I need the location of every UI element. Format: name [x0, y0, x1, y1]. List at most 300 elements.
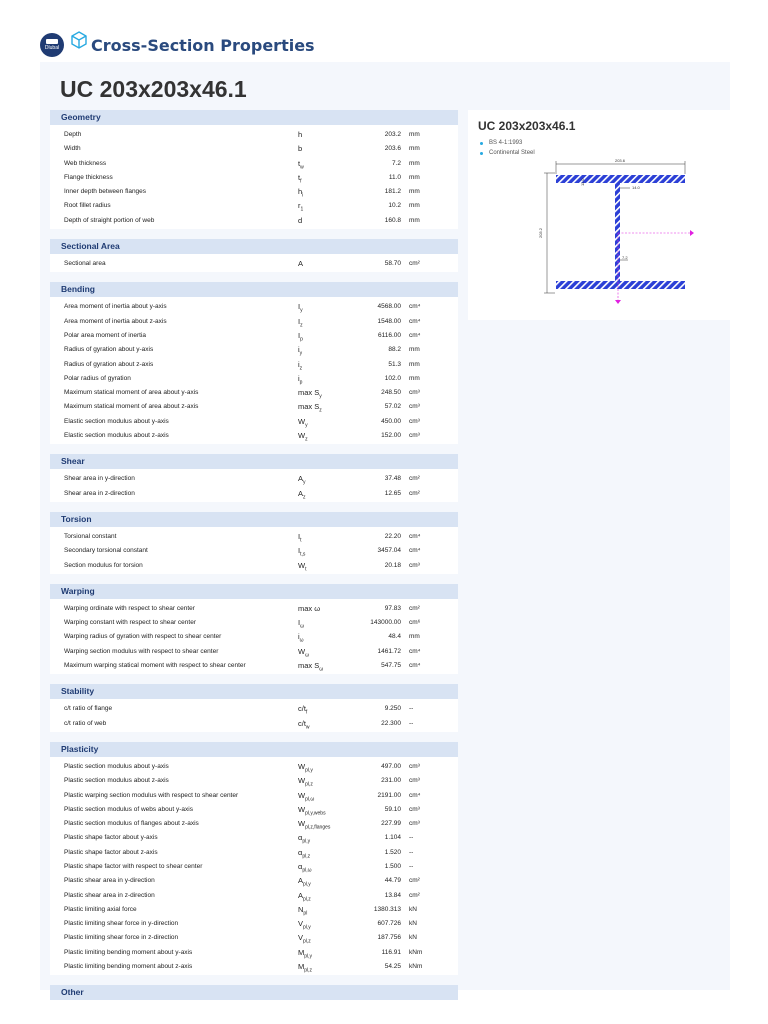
property-value: 6116.00 — [377, 331, 401, 339]
property-unit: mm — [409, 131, 420, 138]
table-row — [50, 386, 458, 400]
symbol-base: α — [298, 833, 303, 843]
property-symbol — [298, 659, 323, 677]
property-unit: kNm — [409, 963, 423, 971]
dim-web: 7.2 — [622, 255, 628, 260]
property-value: 88.2 — [388, 346, 401, 354]
tag-label: Continental Steel — [489, 150, 535, 156]
table-row — [50, 803, 458, 817]
property-value: 116.91 — [381, 948, 401, 956]
symbol-subscript: ω — [299, 637, 304, 644]
symbol-base: r — [298, 201, 301, 211]
symbol-subscript: w — [305, 724, 310, 731]
section-header: Shear — [50, 454, 458, 469]
property-value: 11.0 — [388, 173, 401, 181]
property-unit: kN — [409, 905, 417, 913]
property-description: Plastic limiting shear force in y-direction — [64, 920, 179, 928]
property-symbol — [298, 717, 310, 735]
table-row — [50, 415, 458, 429]
section-rows — [50, 527, 458, 574]
property-symbol — [298, 559, 306, 577]
property-unit: mm — [409, 633, 420, 641]
cross-section-drawing — [468, 110, 730, 320]
symbol-base: α — [298, 847, 303, 857]
property-unit: cm² — [409, 260, 420, 268]
table-row — [50, 157, 458, 171]
symbol-base: M — [298, 947, 305, 957]
property-value: 497.00 — [381, 762, 401, 770]
table-row — [50, 472, 458, 486]
symbol-subscript: y — [303, 479, 306, 486]
symbol-subscript: t — [300, 537, 302, 544]
property-description: Plastic section modulus of webs about y-axis — [64, 805, 193, 813]
table-row — [50, 760, 458, 774]
table-row — [50, 343, 458, 357]
symbol-subscript: z — [299, 365, 303, 372]
property-unit: cm⁴ — [409, 547, 421, 555]
property-description: Plastic limiting bending moment about y-axis — [64, 948, 193, 956]
property-description: Flange thickness — [64, 173, 113, 181]
dim-width: 203.6 — [614, 158, 626, 163]
table-row — [50, 946, 458, 960]
property-value: 227.99 — [381, 820, 401, 828]
property-value: 160.8 — [384, 216, 401, 224]
property-value: 57.02 — [384, 403, 401, 411]
property-value: 44.79 — [384, 877, 401, 885]
symbol-base: I — [298, 546, 301, 556]
property-value: 450.00 — [381, 417, 401, 425]
symbol-subscript: pl,y,webs — [305, 810, 326, 817]
property-description: c/t ratio of web — [64, 719, 107, 727]
property-description: Maximum statical moment of area about y-axis — [64, 389, 199, 397]
symbol-subscript: w — [300, 164, 304, 171]
symbol-base: I — [298, 302, 301, 312]
symbol-base: A — [298, 876, 304, 886]
property-description: Plastic section modulus of flanges about z-axis — [64, 820, 199, 828]
table-row — [50, 831, 458, 845]
property-symbol — [298, 257, 303, 275]
table-row — [50, 185, 458, 199]
property-description: Section modulus for torsion — [64, 561, 143, 569]
symbol-base: W — [298, 416, 306, 426]
properties-table — [50, 110, 458, 1000]
section-header: Plasticity — [50, 742, 458, 757]
dim-depth: 203.2 — [538, 227, 543, 239]
symbol-subscript: ω — [305, 652, 309, 659]
symbol-base: W — [298, 761, 306, 771]
app-title: Cross-Section Properties — [91, 36, 315, 55]
symbol-base: I — [298, 531, 301, 541]
property-value: 1461.72 — [377, 647, 401, 655]
table-row — [50, 487, 458, 501]
symbol-base: A — [298, 890, 304, 900]
property-unit: mm — [409, 188, 420, 196]
property-description: Plastic shear area in z-direction — [64, 891, 155, 899]
symbol-base: c/t — [298, 718, 306, 728]
symbol-subscript: f — [300, 178, 302, 185]
property-unit: mm — [409, 202, 420, 210]
symbol-base: A — [298, 488, 304, 498]
symbol-base: V — [298, 933, 304, 943]
property-unit: mm — [409, 159, 420, 167]
property-symbol — [298, 487, 306, 505]
tag-label: BS 4-1:1993 — [489, 140, 523, 146]
property-value: 203.2 — [384, 131, 401, 138]
symbol-base: W — [298, 431, 306, 441]
symbol-subscript: z — [300, 322, 303, 329]
section-rows — [50, 254, 458, 272]
symbol-base: max ω — [298, 603, 321, 613]
property-unit: kN — [409, 920, 417, 928]
property-value: 231.00 — [381, 777, 401, 785]
property-unit: cm³ — [409, 777, 420, 785]
property-description: Secondary torsional constant — [64, 547, 148, 555]
dlubal-logo — [40, 33, 64, 57]
property-unit: -- — [409, 862, 414, 870]
property-description: Plastic shear area in y-direction — [64, 877, 155, 885]
property-unit: mm — [409, 173, 420, 181]
property-value: 547.75 — [381, 662, 401, 670]
property-value: 152.00 — [381, 432, 401, 440]
symbol-subscript: pl,z — [304, 967, 313, 974]
symbol-base: h — [298, 187, 303, 197]
property-description: Radius of gyration about z-axis — [64, 360, 154, 368]
symbol-base: N — [298, 904, 304, 914]
property-value: 58.70 — [384, 260, 401, 268]
symbol-subscript: y — [305, 422, 308, 429]
symbol-subscript: pl,z — [303, 938, 311, 945]
property-description: Plastic warping section modulus with respect to shear center — [64, 791, 239, 799]
property-description: Radius of gyration about y-axis — [64, 346, 154, 354]
property-description: Depth — [64, 131, 82, 138]
property-description: Plastic limiting bending moment about z-axis — [64, 963, 193, 971]
symbol-subscript: pl,z — [305, 781, 313, 788]
section-header: Warping — [50, 584, 458, 599]
table-row — [50, 602, 458, 616]
section-gap — [50, 229, 458, 239]
property-unit: kN — [409, 934, 417, 942]
symbol-subscript: f — [305, 709, 308, 716]
property-unit: cm⁴ — [409, 532, 421, 540]
section-header: Geometry — [50, 110, 458, 125]
property-symbol — [298, 960, 312, 978]
symbol-base: V — [298, 919, 304, 929]
symbol-base: W — [298, 790, 306, 800]
table-row — [50, 315, 458, 329]
cube-icon — [70, 31, 88, 49]
property-description: c/t ratio of flange — [64, 705, 113, 713]
table-row — [50, 717, 458, 731]
property-unit: cm³ — [409, 403, 420, 411]
table-row — [50, 889, 458, 903]
table-row — [50, 199, 458, 213]
symbol-subscript: y — [299, 350, 303, 357]
table-row — [50, 544, 458, 558]
table-row — [50, 300, 458, 314]
property-description: Inner depth between flanges — [64, 188, 147, 196]
dim-web-top: 14.0 — [632, 185, 640, 190]
table-row — [50, 616, 458, 630]
section-gap — [50, 502, 458, 512]
dim-flange: 11.0 — [580, 178, 585, 186]
symbol-subscript: pl — [303, 910, 308, 917]
property-value: 1380.313 — [373, 905, 401, 913]
section-rows — [50, 699, 458, 732]
symbol-base: t — [298, 172, 301, 182]
table-row — [50, 874, 458, 888]
table-row — [50, 128, 458, 142]
symbol-base: W — [298, 646, 306, 656]
property-description: Elastic section modulus about z-axis — [64, 432, 169, 440]
table-row — [50, 846, 458, 860]
property-value: 37.48 — [384, 475, 401, 483]
symbol-base: c/t — [298, 704, 306, 714]
symbol-base: I — [298, 316, 301, 326]
property-description: Warping section modulus with respect to shear center — [64, 647, 219, 655]
property-value: 1.104 — [384, 834, 401, 842]
symbol-subscript: i — [302, 192, 304, 199]
top-bar — [0, 0, 768, 62]
property-description: Polar area moment of inertia — [64, 331, 147, 339]
symbol-base: A — [298, 474, 304, 484]
property-value: 10.2 — [388, 202, 401, 210]
property-value: 4568.00 — [377, 303, 401, 311]
property-unit: cm⁴ — [409, 791, 421, 799]
card-title: UC 203x203x46.1 — [478, 119, 576, 133]
property-unit: cm³ — [409, 820, 420, 828]
property-description: Plastic shape factor about z-axis — [64, 848, 158, 856]
property-description: Plastic limiting shear force in z-direction — [64, 934, 179, 942]
property-value: 20.18 — [384, 561, 401, 569]
symbol-subscript: 1 — [300, 206, 304, 213]
table-row — [50, 817, 458, 831]
symbol-base: max S — [298, 402, 320, 412]
symbol-subscript: p — [300, 336, 303, 343]
symbol-base: i — [298, 373, 300, 383]
property-unit: -- — [409, 834, 414, 842]
property-unit: cm² — [409, 604, 420, 612]
property-description: Polar radius of gyration — [64, 374, 131, 382]
section-rows — [50, 757, 458, 975]
property-value: 9.250 — [384, 705, 401, 713]
property-value: 12.65 — [384, 489, 401, 497]
table-row — [50, 659, 458, 673]
symbol-subscript: t — [305, 566, 307, 573]
symbol-base: α — [298, 861, 303, 871]
property-unit: cm³ — [409, 762, 420, 770]
table-row — [50, 142, 458, 156]
symbol-subscript: z — [305, 436, 308, 443]
property-unit: kNm — [409, 948, 423, 956]
symbol-base: d — [298, 215, 303, 225]
symbol-base: I — [298, 618, 301, 628]
table-row — [50, 931, 458, 945]
symbol-base: W — [298, 560, 306, 570]
property-description: Warping radius of gyration with respect to shear center — [64, 633, 222, 641]
table-row — [50, 645, 458, 659]
property-description: Plastic section modulus about z-axis — [64, 777, 169, 785]
property-unit: cm⁶ — [409, 619, 421, 627]
property-description: Torsional constant — [64, 532, 117, 540]
table-row — [50, 372, 458, 386]
property-value: 181.2 — [384, 188, 401, 196]
table-row — [50, 789, 458, 803]
symbol-subscript: pl,z,flanges — [305, 824, 331, 831]
section-rows — [50, 469, 458, 502]
property-value: 1.520 — [384, 848, 401, 856]
symbol-base: b — [298, 144, 303, 154]
symbol-base: i — [298, 345, 300, 355]
property-unit: mm — [409, 346, 420, 354]
property-unit: -- — [409, 705, 414, 713]
property-symbol — [298, 214, 302, 232]
symbol-base: t — [298, 158, 301, 168]
table-row — [50, 630, 458, 644]
property-value: 1548.00 — [377, 317, 401, 325]
section-header: Other — [50, 985, 458, 1000]
table-row — [50, 429, 458, 443]
symbol-base: M — [298, 962, 305, 972]
symbol-base: A — [298, 259, 304, 269]
property-description: Sectional area — [64, 260, 106, 268]
property-description: Plastic shape factor about y-axis — [64, 834, 158, 842]
section-gap — [50, 674, 458, 684]
table-row — [50, 917, 458, 931]
property-unit: cm³ — [409, 389, 420, 397]
section-gap — [50, 444, 458, 454]
section-header: Torsion — [50, 512, 458, 527]
symbol-base: W — [298, 819, 306, 829]
property-value: 54.25 — [384, 963, 401, 971]
property-unit: cm³ — [409, 805, 420, 813]
property-unit: -- — [409, 848, 414, 856]
property-description: Root fillet radius — [64, 202, 111, 210]
symbol-subscript: pl,ω — [302, 867, 312, 874]
symbol-subscript: z — [319, 407, 322, 414]
table-row — [50, 214, 458, 228]
symbol-subscript: ω — [300, 623, 304, 630]
property-description: Web thickness — [64, 159, 107, 167]
symbol-subscript: pl,y — [303, 881, 311, 888]
property-description: Warping constant with respect to shear center — [64, 619, 196, 627]
property-unit: cm² — [409, 877, 420, 885]
table-row — [50, 860, 458, 874]
property-description: Depth of straight portion of web — [64, 216, 155, 224]
table-row — [50, 774, 458, 788]
property-unit: mm — [409, 360, 420, 368]
property-value: 203.6 — [384, 145, 401, 153]
symbol-base: i — [298, 632, 300, 642]
symbol-subscript: pl,y — [303, 924, 311, 931]
symbol-subscript: pl,ω — [305, 796, 315, 802]
symbol-subscript: pl,z — [303, 896, 311, 903]
logo-text: Dlubal — [44, 45, 60, 51]
property-description: Plastic limiting axial force — [64, 905, 137, 913]
section-rows — [50, 297, 458, 444]
property-value: 7.2 — [391, 159, 401, 167]
property-value: 13.84 — [384, 891, 401, 899]
property-unit: cm⁴ — [409, 303, 421, 311]
property-value: 59.10 — [384, 805, 401, 813]
symbol-subscript: pl,y — [304, 953, 313, 960]
property-value: 22.300 — [381, 719, 401, 727]
symbol-base: W — [298, 804, 306, 814]
property-description: Area moment of inertia about z-axis — [64, 317, 167, 325]
table-row — [50, 400, 458, 414]
symbol-subscript: z — [303, 494, 306, 501]
symbol-subscript: y — [319, 393, 322, 400]
property-description: Width — [64, 145, 81, 153]
symbol-subscript: y — [300, 307, 303, 314]
property-value: 1.500 — [384, 862, 401, 870]
property-value: 187.756 — [377, 934, 401, 942]
symbol-base: max S — [298, 388, 320, 398]
table-row — [50, 329, 458, 343]
property-description: Plastic section modulus about y-axis — [64, 762, 169, 770]
symbol-base: W — [298, 776, 306, 786]
table-row — [50, 358, 458, 372]
property-value: 22.20 — [384, 532, 401, 540]
section-header: Sectional Area — [50, 239, 458, 254]
property-unit: cm⁴ — [409, 317, 421, 325]
property-value: 143000.00 — [370, 619, 401, 627]
table-row — [50, 903, 458, 917]
property-value: 97.83 — [384, 604, 401, 612]
page-title: UC 203x203x46.1 — [60, 76, 247, 102]
property-value: 607.726 — [377, 920, 401, 928]
table-row — [50, 530, 458, 544]
property-value: 51.3 — [388, 360, 401, 368]
table-row — [50, 702, 458, 716]
section-rows — [50, 599, 458, 674]
section-gap — [50, 574, 458, 584]
property-description: Elastic section modulus about y-axis — [64, 417, 169, 425]
property-unit: cm² — [409, 475, 420, 483]
property-description: Area moment of inertia about y-axis — [64, 303, 167, 311]
property-value: 102.0 — [384, 374, 401, 382]
property-description: Maximum warping statical moment with respect to shear center — [64, 662, 246, 670]
property-unit: cm³ — [409, 417, 420, 425]
property-unit: cm² — [409, 489, 420, 497]
symbol-subscript: t,s — [300, 551, 306, 558]
symbol-subscript: p — [299, 379, 303, 386]
property-unit: cm⁴ — [409, 331, 421, 339]
property-value: 2191.00 — [377, 791, 401, 799]
property-value: 3457.04 — [377, 547, 401, 555]
property-unit: mm — [409, 216, 420, 224]
section-card — [468, 110, 730, 320]
property-description: Shear area in z-direction — [64, 489, 135, 497]
property-unit: cm³ — [409, 432, 420, 440]
symbol-subscript: pl,z — [302, 853, 311, 860]
property-unit: mm — [409, 374, 420, 382]
property-symbol — [298, 429, 308, 447]
property-description: Maximum statical moment of area about z-axis — [64, 403, 199, 411]
property-unit: mm — [409, 145, 420, 153]
section-gap — [50, 272, 458, 282]
symbol-base: h — [298, 130, 303, 139]
property-value: 48.4 — [388, 633, 401, 641]
property-unit: -- — [409, 719, 414, 727]
property-description: Warping ordinate with respect to shear center — [64, 604, 195, 612]
table-row — [50, 559, 458, 573]
property-unit: cm⁴ — [409, 647, 421, 655]
property-description: Plastic shape factor with respect to shear center — [64, 862, 203, 870]
symbol-base: I — [298, 330, 301, 340]
property-description: Shear area in y-direction — [64, 475, 135, 483]
symbol-base: max S — [298, 661, 320, 671]
table-row — [50, 171, 458, 185]
